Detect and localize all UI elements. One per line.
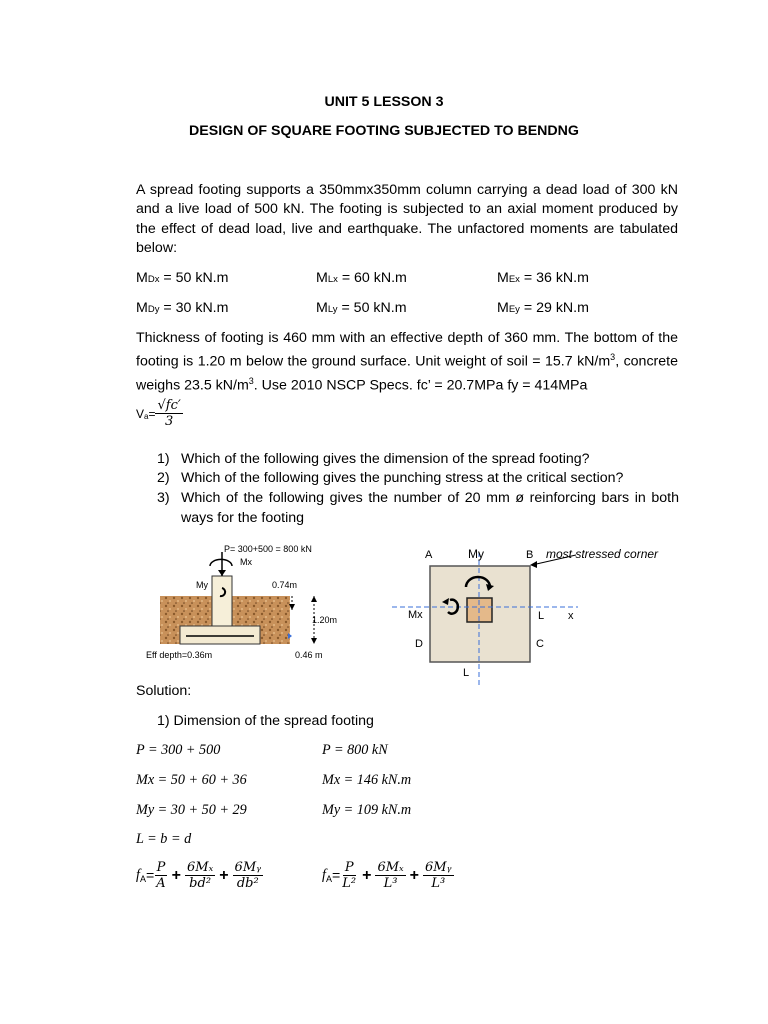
page-title: DESIGN OF SQUARE FOOTING SUBJECTED TO BENDNG [189, 123, 579, 139]
moment-mdx: MDx = 50 kN.m [136, 270, 229, 286]
column-shape [212, 576, 232, 628]
x-label: x [568, 610, 574, 622]
fa1-term-3: $\frac{\text{6Mᵧ}}{\text{db²}}$ [234, 860, 262, 891]
question-3: 3) Which of the following gives the number of 20 mm ø reinforcing bars in both ways for the footing [157, 490, 679, 526]
most-stressed-label: most stressed corner [546, 547, 659, 561]
l-right-label: L [538, 610, 545, 622]
solution-row-3-left: My = 30 + 50 + 29 [136, 802, 247, 818]
solution-row-2-right: Mx = 146 kN.m [322, 772, 412, 788]
corner-d: D [415, 638, 423, 650]
solution-step-1: 1) Dimension of the spread footing [157, 713, 374, 729]
l-bottom-label: L [463, 667, 470, 679]
problem-intro: A spread footing supports a 350mmx350mm column carrying a dead load of 300 kN and a live load of 500 kN. The footing is subjected to an axial moment produced by the effect of dead load, live and earthquake. The unfactored moments are tabulated below: [136, 182, 678, 256]
dim-074: 0.74m [272, 580, 298, 590]
fa-formula-1: f A = $\frac{P}{A}$ + $\frac{\text{6Mₓ}}{\text{bd²}}$ + $\frac{\text{6Mᵧ}}{\text{db²}}$ [136, 860, 262, 891]
corner-b: B [526, 549, 534, 561]
mx-arrow-icon [210, 559, 232, 566]
unit-title: UNIT 5 LESSON 3 [324, 94, 444, 110]
solution-row-2-left: Mx = 50 + 60 + 36 [136, 772, 247, 788]
dim-120: 1.20m [312, 615, 338, 625]
fa1-term-1: $\frac{P}{A}$ [156, 860, 166, 891]
my-label: My [468, 547, 484, 561]
mx-label: Mx [408, 609, 423, 621]
fa-formula-2: f A = $\frac{P}{\text{L²}}$ + $\frac{\text{6Mₓ}}{\text{L³}}$ + $\frac{\text{6Mᵧ}}{\text{L³}}$ [322, 860, 452, 891]
fa1-term-2: $\frac{\text{6Mₓ}}{\text{bd²}}$ [187, 860, 214, 891]
footing-shape [180, 626, 260, 644]
my-label: My [196, 580, 208, 590]
moment-mlx: MLx = 60 kN.m [316, 270, 407, 286]
solution-row-1-left: P = 300 + 500 [136, 742, 221, 758]
mx-label: Mx [240, 557, 252, 567]
corner-c: C [536, 638, 544, 650]
va-formula: V a = $\frac{√fc'}{3}$ [136, 398, 181, 429]
eff-depth-label: Eff depth=0.36m [146, 650, 213, 660]
solution-row-4-left: L = b = d [136, 831, 192, 847]
load-label: P= 300+500 = 800 kN [224, 544, 312, 554]
footing-plan-figure [390, 540, 680, 690]
fa2-term-3: $\frac{\text{6Mᵧ}}{\text{L³}}$ [425, 860, 452, 891]
fa2-term-2: $\frac{\text{6Mₓ}}{\text{L³}}$ [377, 860, 404, 891]
solution-row-1-right: P = 800 kN [322, 742, 388, 758]
moment-mdy: MDy = 30 kN.m [136, 300, 229, 316]
fa2-term-1: $\frac{P}{\text{L²}}$ [342, 860, 357, 891]
problem-thickness: Thickness of footing is 460 mm with an effective depth of 360 mm. The bottom of the footing is 1.20 m below the ground surface. Unit weight of soil = 15.7 $kN/m^3$, concrete weighs 23.5 $kN/m^3$. Use 2010 NSCP Specs. fc’ = 20.7MPa fy = 414MPa [136, 330, 678, 395]
corner-a: A [425, 549, 433, 561]
question-1: 1) Which of the following gives the dimension of the spread footing? [157, 451, 590, 467]
moment-mex: MEx = 36 kN.m [497, 270, 589, 286]
dim-046: 0.46 m [295, 650, 323, 660]
moment-mey: MEy = 29 kN.m [497, 300, 589, 316]
solution-row-3-right: My = 109 kN.m [322, 802, 412, 818]
va-fraction: $\frac{√fc'}{3}$ [157, 398, 181, 429]
solution-heading: Solution: [136, 683, 192, 699]
moment-mly: MLy = 50 kN.m [316, 300, 407, 316]
question-2: 2) Which of the following gives the punching stress at the critical section? [157, 470, 624, 486]
footing-section-figure [140, 540, 360, 670]
